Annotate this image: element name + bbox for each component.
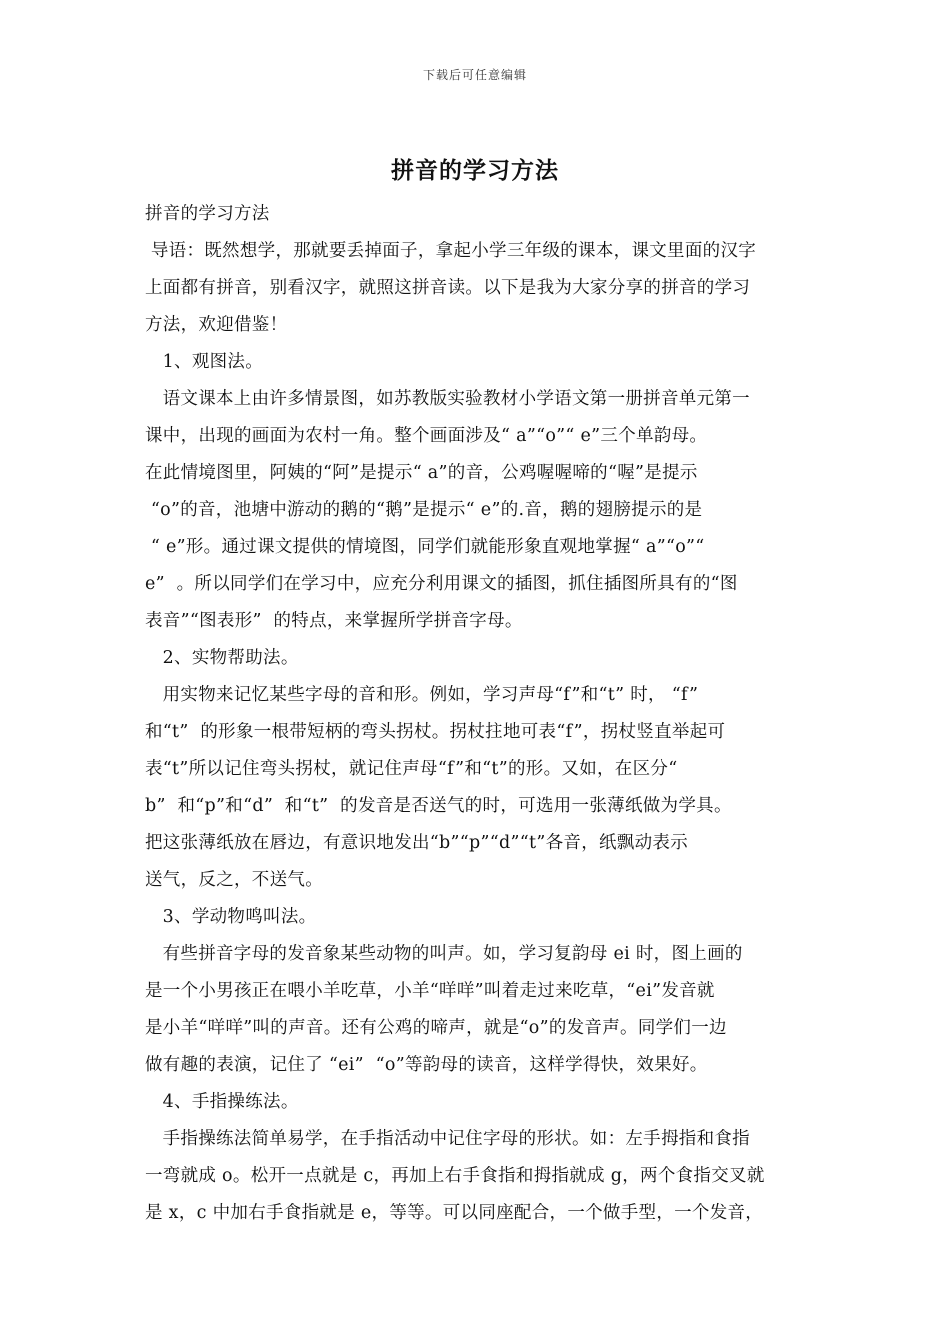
header-note: 下载后可任意编辑 bbox=[422, 68, 527, 82]
body-line: e” 。所以同学们在学习中，应充分利用课文的插图，抓住插图所具有的“图 bbox=[145, 574, 738, 594]
body-line: 送气，反之，不送气。 bbox=[145, 870, 323, 890]
body-line: 在此情境图里，阿姨的“阿”是提示“ a”的音，公鸡喔喔啼的“喔”是提示 bbox=[145, 463, 698, 483]
body-line: 导语：既然想学，那就要丢掉面子，拿起小学三年级的课本，课文里面的汉字 bbox=[145, 241, 757, 261]
body-line: 语文课本上由许多情景图，如苏教版实验教材小学语文第一册拼音单元第一 bbox=[145, 389, 750, 409]
body-line: 是 x，c 中加右手食指就是 e，等等。可以同座配合，一个做手型，一个发音， bbox=[145, 1203, 764, 1223]
body-line: “ e”形。通过课文提供的情境图，同学们就能形象直观地掌握“ a”“o”“ bbox=[145, 537, 705, 557]
body-line: 一弯就成 o。松开一点就是 c，再加上右手食指和拇指就成 g，两个食指交叉就 bbox=[145, 1166, 765, 1186]
body-line: 是小羊“咩咩”叫的声音。还有公鸡的啼声，就是“o”的发音声。同学们一边 bbox=[145, 1018, 727, 1038]
body-line: 用实物来记忆某些字母的音和形。例如，学习声母“f”和“t” 时， “f” bbox=[145, 685, 699, 705]
body-line: “o”的音，池塘中游动的鹅的“鹅”是提示“ e”的.音，鹅的翅膀提示的是 bbox=[145, 500, 703, 520]
body-line: 做有趣的表演，记住了 “ei” “o”等韵母的读音，这样学得快，效果好。 bbox=[145, 1055, 708, 1075]
body-line: 把这张薄纸放在唇边，有意识地发出“b”“p”“d”“t”各音，纸飘动表示 bbox=[145, 833, 689, 853]
section-heading: 1、观图法。 bbox=[145, 352, 264, 372]
body-line: 手指操练法简单易学，在手指活动中记住字母的形状。如：左手拇指和食指 bbox=[145, 1129, 750, 1149]
document-body bbox=[145, 196, 815, 1232]
body-line: 和“t” 的形象一根带短柄的弯头拐杖。拐杖拄地可表“f”，拐杖竖直举起可 bbox=[145, 722, 726, 742]
document-title: 拼音的学习方法 bbox=[391, 157, 559, 184]
body-line: 上面都有拼音，别看汉字，就照这拼音读。以下是我为大家分享的拼音的学习 bbox=[145, 278, 751, 298]
body-line: 课中，出现的画面为农村一角。整个画面涉及“ a”“o”“ e”三个单韵母。 bbox=[145, 426, 708, 446]
body-line: b” 和“p”和“d” 和“t” 的发音是否送气的时，可选用一张薄纸做为学具。 bbox=[145, 796, 732, 816]
body-line: 是一个小男孩正在喂小羊吃草，小羊“咩咩”叫着走过来吃草，“ei”发音就 bbox=[145, 981, 715, 1001]
section-heading: 4、手指操练法。 bbox=[145, 1092, 299, 1112]
body-line: 有些拼音字母的发音象某些动物的叫声。如，学习复韵母 ei 时，图上画的 bbox=[145, 944, 743, 964]
body-line: 表音”“图表形” 的特点，来掌握所学拼音字母。 bbox=[145, 611, 523, 631]
section-heading: 3、学动物鸣叫法。 bbox=[145, 907, 317, 927]
body-line: 表“t”所以记住弯头拐杖，就记住声母“f”和“t”的形。又如，在区分“ bbox=[145, 759, 678, 779]
section-heading: 2、实物帮助法。 bbox=[145, 648, 299, 668]
body-line: 方法，欢迎借鉴！ bbox=[145, 315, 288, 335]
body-line: 拼音的学习方法 bbox=[145, 204, 270, 224]
